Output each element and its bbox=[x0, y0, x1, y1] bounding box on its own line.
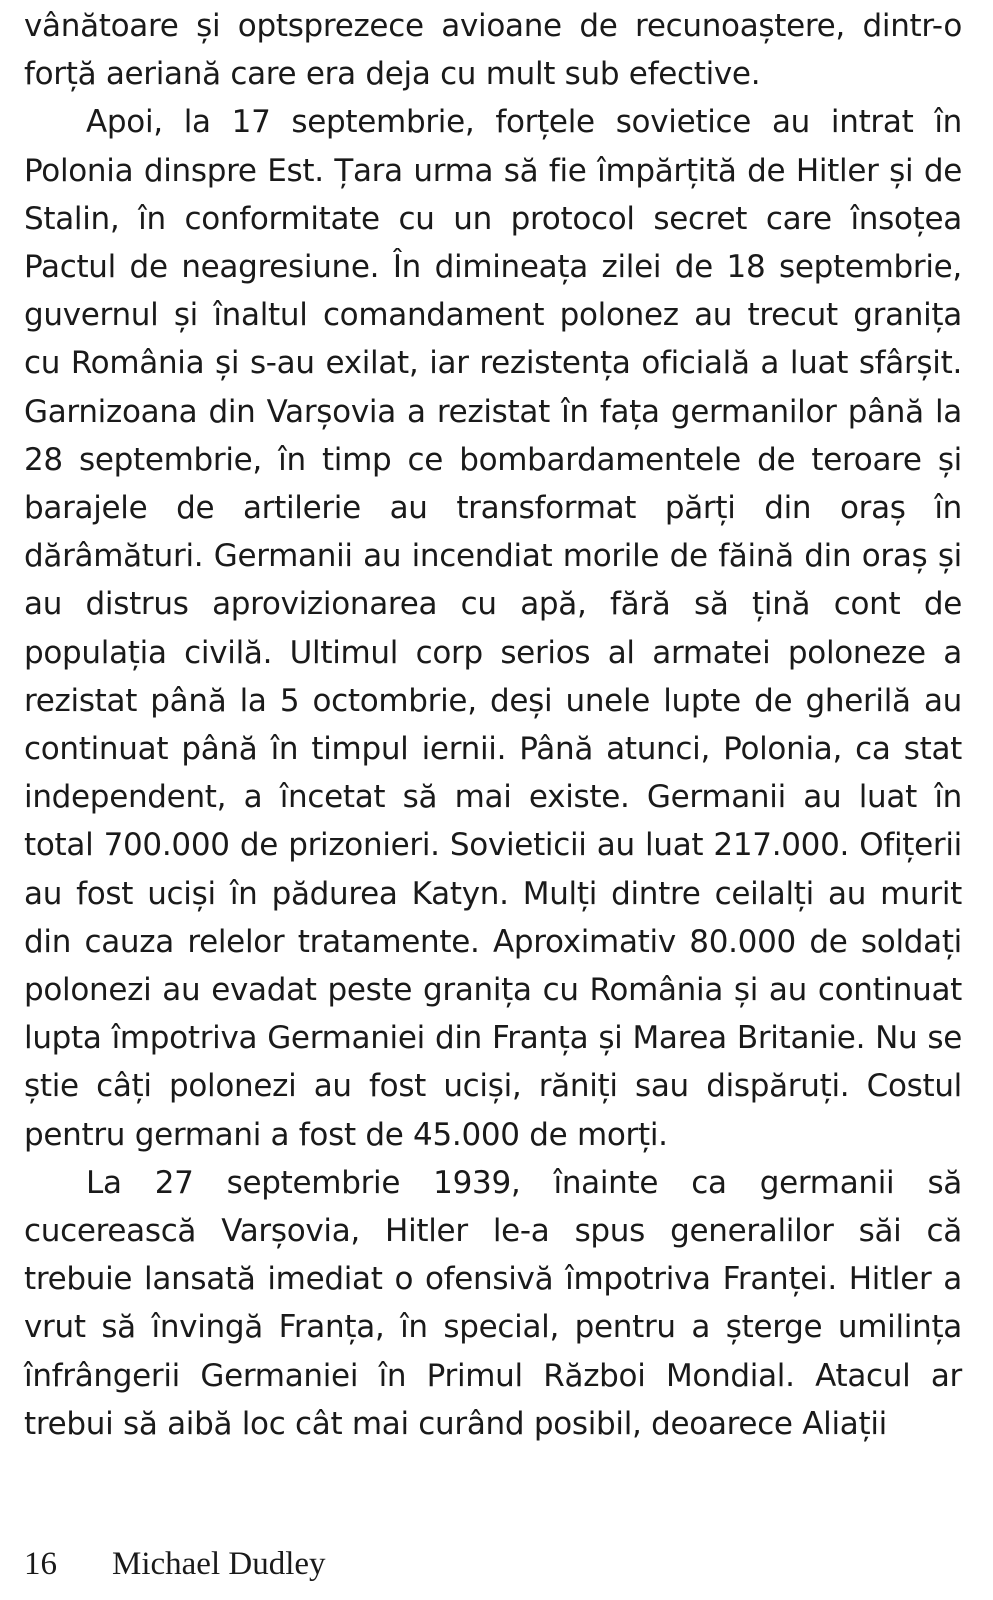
paragraph-soviet-invasion: Apoi, la 17 septembrie, forțele sovietice au intrat în Polonia dinspre Est. Țara urma să fie împărțită de Hitler și de Stalin, în conformitate cu un protocol secret care însoțea Pactul de neagresiune. În dimineața zilei de 18 septembrie, guvernul și înaltul comandament polonez au trecut granița cu România și s-au exilat, iar rezistența oficială a luat sfârșit. Garnizoana din Varșovia a rezistat în fața germanilor până la 28 septembrie, în timp ce bombardamentele de teroare și barajele de artilerie au transformat părți din oraș în dărâmături. Germanii au incendiat morile de făină din oraș și au distrus aprovizionarea cu apă, fără să țină cont de populația civilă. Ultimul corp serios al armatei poloneze a rezistat până la 5 octombrie, deși unele lupte de gherilă au continuat până în timpul iernii. Până atunci, Polonia, ca stat independent, a încetat să mai existe. Germanii au luat în total 700.000 de prizonieri. Sovieticii au luat 217.000. Ofițerii au fost uciși în pădurea Katyn. Mulți dintre ceilalți au murit din cauza relelor tratamente. Aproximativ 80.000 de soldați polonezi au evadat peste granița cu România și au continuat lupta împotriva Germaniei din Franța și Marea Britanie. Nu se știe câți polonezi au fost uciși, răniți sau dispăruți. Costul pentru germani a fost de 45.000 de morți. bbox=[24, 104, 962, 1153]
body-text bbox=[24, 2, 962, 1448]
page-number: 16 bbox=[24, 1546, 57, 1582]
running-author: Michael Dudley bbox=[112, 1546, 326, 1582]
paragraph-continued: vânătoare și optsprezece avioane de recunoaștere, dintr-o forță aeriană care era deja cu mult sub efective. bbox=[24, 8, 962, 93]
paragraph-offensive-france: La 27 septembrie 1939, înainte ca germanii să cucerească Varșovia, Hitler le-a spus generalilor săi că trebuie lansată imediat o ofensivă împotriva Franței. Hitler a vrut să învingă Franța, în special, pentru a șterge umilința înfrângerii Germaniei în Primul Război Mondial. Atacul ar trebui să aibă loc cât mai curând posibil, deoarece Aliații bbox=[24, 1164, 962, 1442]
page-footer bbox=[24, 1546, 326, 1583]
